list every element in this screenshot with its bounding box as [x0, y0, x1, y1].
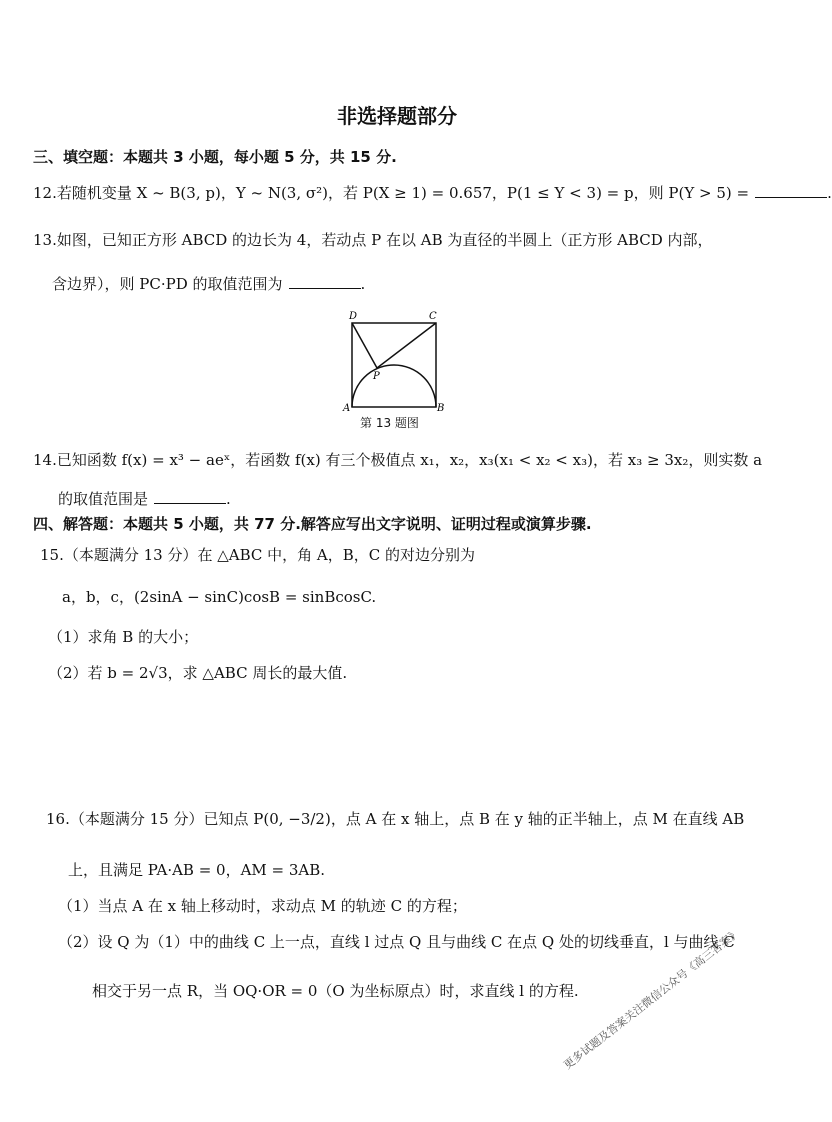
question-13-end: .	[360, 275, 366, 293]
watermark: 更多试题及答案关注微信公众号《高三答案》	[561, 926, 743, 1072]
label-A: A	[343, 403, 351, 414]
question-13-text: 含边界），则 PC·PD 的取值范围为	[52, 275, 283, 293]
question-12	[33, 182, 832, 203]
answer-blank	[755, 183, 827, 198]
question-15-part2: （2）若 b = 2√3，求 △ABC 周长的最大值.	[48, 664, 348, 682]
question-14-line2	[58, 488, 231, 509]
label-P: P	[373, 371, 380, 382]
square-semicircle-figure	[340, 305, 460, 430]
question-13-line1: 13.如图，已知正方形 ABCD 的边长为 4，若动点 P 在以 AB 为直径的半圆上（正方形 ABCD 内部，	[33, 231, 713, 249]
question-15-line2: a，b，c，(2sinA − sinC)cosB = sinBcosC.	[62, 588, 377, 606]
label-D: D	[349, 311, 358, 322]
question-16-part2-cont: 相交于另一点 R，当 OQ·OR = 0（O 为坐标原点）时，求直线 l 的方程.	[92, 982, 579, 1000]
question-14-text: 的取值范围是	[58, 490, 149, 508]
section-answer-header: 四、解答题：本题共 5 小题，共 77 分.解答应写出文字说明、证明过程或演算步骤.	[33, 515, 592, 533]
page-title: 非选择题部分	[337, 104, 457, 128]
question-12-end: .	[827, 184, 832, 202]
question-15-line1: 15.（本题满分 13 分）在 △ABC 中，角 A，B，C 的对边分别为	[40, 546, 476, 564]
figure-caption: 第 13 题图	[360, 416, 419, 430]
question-14-end: .	[226, 490, 231, 508]
section-fill-in-header: 三、填空题：本题共 3 小题，每小题 5 分，共 15 分.	[33, 148, 397, 166]
question-16-part2: （2）设 Q 为（1）中的曲线 C 上一点，直线 l 过点 Q 且与曲线 C 在点 Q 处的切线垂直，l 与曲线 C	[58, 933, 735, 951]
answer-blank	[154, 489, 226, 504]
question-16-part1: （1）当点 A 在 x 轴上移动时，求动点 M 的轨迹 C 的方程；	[58, 897, 467, 915]
label-B: B	[437, 403, 445, 414]
question-13-line2	[52, 273, 365, 294]
label-C: C	[429, 311, 437, 322]
question-15-part1: （1）求角 B 的大小；	[48, 628, 199, 646]
question-16-line2: 上，且满足 PA·AB = 0，AM = 3AB.	[68, 861, 326, 879]
question-14-line1: 14.已知函数 f(x) = x³ − aeˣ，若函数 f(x) 有三个极值点 x₁，x₂，x₃(x₁ < x₂ < x₃)，若 x₃ ≥ 3x₂，则实数 a	[33, 451, 763, 469]
answer-blank	[289, 274, 361, 289]
question-12-text: 12.若随机变量 X ~ B(3, p)，Y ~ N(3, σ²)，若 P(X ≥ 1) = 0.657，P(1 ≤ Y < 3) = p，则 P(Y > 5) =	[33, 184, 750, 202]
question-16-line1: 16.（本题满分 15 分）已知点 P(0, −3/2)，点 A 在 x 轴上，点 B 在 y 轴的正半轴上，点 M 在直线 AB	[46, 810, 745, 828]
